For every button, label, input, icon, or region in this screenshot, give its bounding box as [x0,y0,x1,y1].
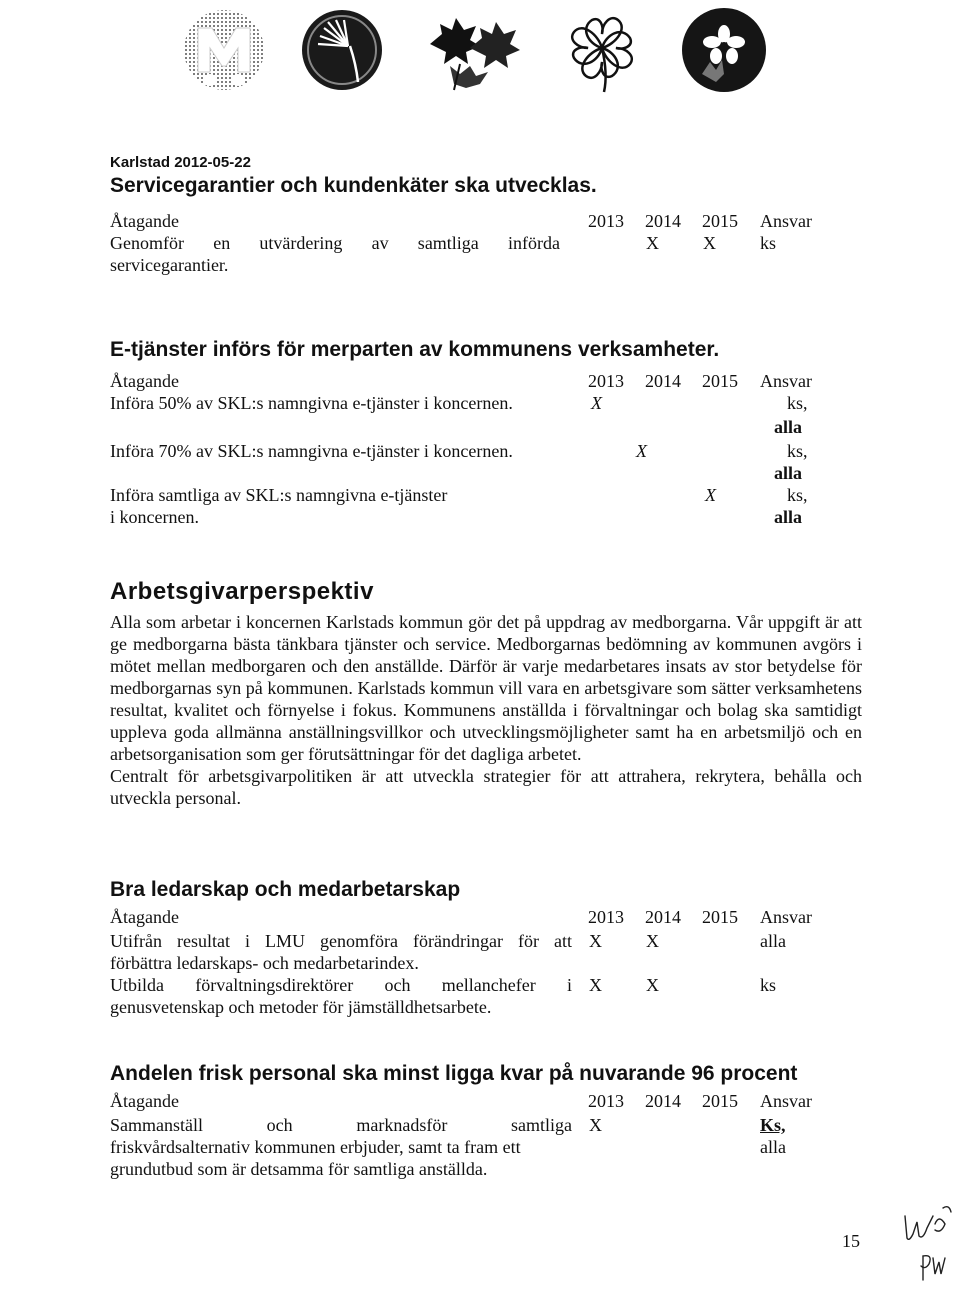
commitment-text: Utbilda förvaltningsdirektörer och mellanchefer i [110,975,572,995]
section-title-frisk-personal: Andelen frisk personal ska minst ligga kvar på nuvarande 96 procent [110,1062,798,1085]
table-header-ansvar: Ansvar [760,211,812,231]
responsible: alla [774,417,803,437]
table-header-label: Åtagande [110,371,179,391]
responsible: alla [774,463,803,483]
responsible: ks, [787,485,808,505]
table-header-2015: 2015 [702,907,738,927]
responsible: alla [774,507,803,527]
paragraph-text: Alla som arbetar i koncernen Karlstads kommun gör det på uppdrag av medborgarna. Vår uppgift är att ge medborgarna bästa tänkbara tjänster och service. Medborgarnas bedömning av kommunen avgörs i mötet mellan medborgaren och den anställde. Därför är varje medarbetares insats av stor betydelse för medborgarnas syn på kommunen. Karlstads kommun vill vara en arbetsgivare som sätter verksamhetens resultat, kvalitet och förnyelse i fokus. Kommunens anställda i förvaltningar och bolag ska samtidigt uppleva goda allmänna anställningsvillkor och utvecklingsmöjligheter samt ha en arbetsmiljö och en arbetsorganisation som ger förutsättningar för det dagliga arbetet. [110,612,862,764]
table-header-2013: 2013 [588,907,624,927]
maple-leaves-logo-icon [420,4,530,96]
commitment-text: Införa 70% av SKL:s namngivna e-tjänster i koncernen. [110,441,513,461]
commitment-text: friskvårdsalternativ kommunen erbjuder, samt ta fram ett [110,1137,521,1157]
commitment-text: Utifrån resultat i LMU genomföra förändringar för att [110,931,572,951]
responsible: Ks, [760,1115,786,1135]
responsible: ks, [787,393,808,413]
table-header-2014: 2014 [645,907,681,927]
mark-2013: X [589,931,602,951]
mark-2014: X [636,441,647,461]
handwritten-initials-icon [893,1194,957,1284]
responsible: ks, [787,441,808,461]
page-number: 15 [842,1231,860,1251]
section-title-servicegarantier: Servicegarantier och kundenkäter ska utvecklas. [110,174,597,197]
body-paragraph [110,611,862,809]
commitment-text: Införa samtliga av SKL:s namngivna e-tjänster [110,485,448,505]
table-header-2015: 2015 [702,371,738,391]
table-header-2013: 2013 [588,371,624,391]
mark-2013: X [589,1115,602,1135]
commitment-text: Genomför en utvärdering av samtliga införda [110,233,560,253]
mark-2015: X [703,233,716,253]
table-header-2014: 2014 [645,1091,681,1111]
section-title-arbetsgivarperspektiv: Arbetsgivarperspektiv [110,578,374,605]
table-header-2014: 2014 [645,211,681,231]
commitment-text: servicegarantier. [110,255,229,275]
table-header-label: Åtagande [110,211,179,231]
commitment-text: genusvetenskap och metoder för jämställdhetsarbete. [110,997,492,1017]
table-header-2015: 2015 [702,1091,738,1111]
flower-logo-icon [680,4,768,96]
dandelion-logo-icon [298,4,386,96]
mark-2013: X [589,975,602,995]
table-header-ansvar: Ansvar [760,371,812,391]
moderate-m-logo-icon [180,4,268,96]
commitment-text: i koncernen. [110,507,199,527]
paragraph-text: Centralt för arbetsgivarpolitiken är att utveckla strategier för att attrahera, rekrytera, behålla och utveckla personal. [110,766,862,808]
table-header-ansvar: Ansvar [760,1091,812,1111]
responsible: alla [760,1137,786,1157]
mark-2013: X [591,393,602,413]
table-header-2013: 2013 [588,1091,624,1111]
mark-2015: X [705,485,716,505]
commitment-text: grundutbud som är detsamma för samtliga anställda. [110,1159,488,1179]
commitment-text: förbättra ledarskaps- och medarbetarindex. [110,953,419,973]
table-header-2013: 2013 [588,211,624,231]
document-date: Karlstad 2012-05-22 [110,154,251,171]
table-header-ansvar: Ansvar [760,907,812,927]
four-leaf-clover-logo-icon [558,4,646,96]
mark-2014: X [646,931,659,951]
mark-2014: X [646,975,659,995]
table-header-label: Åtagande [110,907,179,927]
table-header-label: Åtagande [110,1091,179,1111]
table-header-2015: 2015 [702,211,738,231]
commitment-text: Sammanställ och marknadsför samtliga [110,1115,572,1135]
responsible: ks [760,975,777,995]
responsible: ks [760,233,777,253]
mark-2014: X [646,233,659,253]
logo-strip [180,0,780,110]
responsible: alla [760,931,786,951]
section-title-e-tjanster: E-tjänster införs för merparten av kommunens verksamheter. [110,338,720,361]
table-header-2014: 2014 [645,371,681,391]
section-title-ledarskap: Bra ledarskap och medarbetarskap [110,878,461,901]
commitment-text: Införa 50% av SKL:s namngivna e-tjänster i koncernen. [110,393,513,413]
